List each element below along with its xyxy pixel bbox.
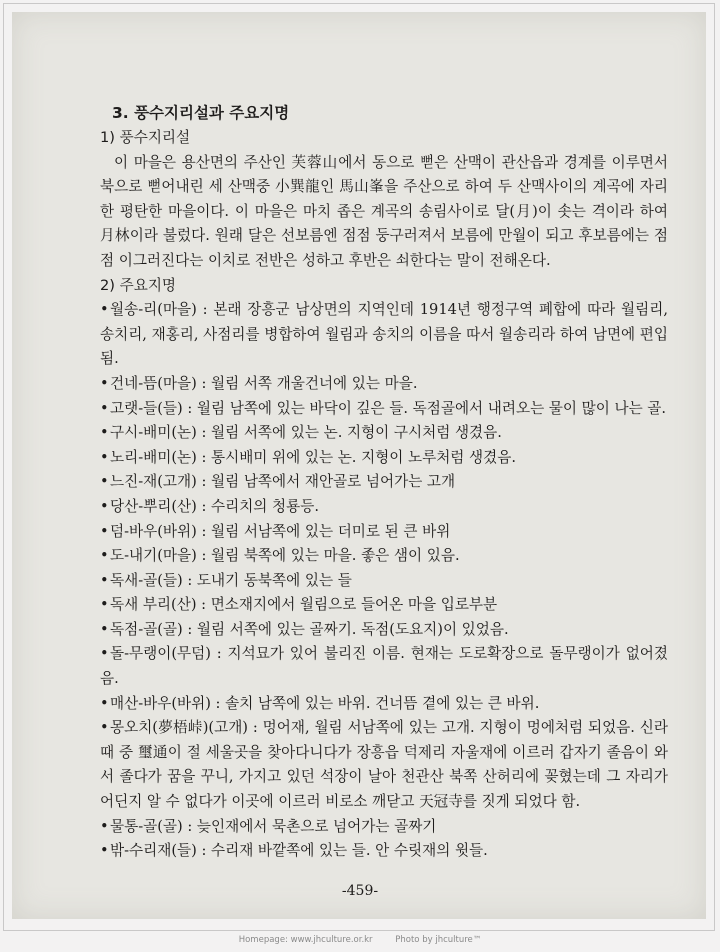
place-name-entry	[100, 692, 668, 717]
entry-text: 독새 부리(산) : 면소재지에서 월림으로 들어온 마을 입로부분	[110, 596, 498, 614]
entry-text: 느진-재(고개) : 월림 남쪽에서 재안골로 넘어가는 고개	[110, 473, 456, 491]
entry-text: 독점-골(골) : 월림 서쪽에 있는 골짜기. 독점(도요지)이 있었음.	[110, 620, 509, 638]
place-name-list	[100, 298, 668, 864]
feng-shui-paragraph: 이 마을은 용산면의 주산인 芙蓉山에서 동으로 뻗은 산맥이 관산읍과 경계를 이루면서 북으로 뻗어내린 세 산맥중 小巽龍인 馬山峯을 주산으로 하여 두 산맥사이의 계곡에 자리한 평탄한 마을이다. 이 마을은 마치 좁은 계곡의 송림사이로 달(月)이 솟는 격이라 하여 月林이라 불렀다. 원래 달은 선보름엔 점점 둥구러져서 보름에 만월이 되고 후보름에는 점점 이그러진다는 이치로 전반은 성하고 후반은 쇠한다는 말이 전해온다.	[100, 153, 668, 269]
bullet-icon: •	[100, 424, 109, 442]
entry-text: 몽오치(夢梧峠)(고개) : 멍어재, 월림 서남쪽에 있는 고개. 지형이 멍에처럼 되었음. 신라때 중 璽通이 절 세울곳을 찾아다니다가 장흥읍 덕제리 자울재에 이르러 갑자기 졸음이 와서 졸다가 꿈을 꾸니, 가지고 있던 석장이 날아 천관산 북쪽 산허리에 꽂혔는데 그 자리가 어딘지 알 수 없다가 이곳에 이르러 비로소 깨닫고 天冠寺를 짓게 되었다 함.	[100, 719, 668, 811]
bullet-icon: •	[100, 448, 109, 466]
bullet-icon: •	[100, 694, 109, 712]
bullet-icon: •	[100, 620, 109, 638]
footer	[0, 935, 720, 945]
place-name-entry	[100, 520, 668, 545]
bullet-icon: •	[100, 374, 109, 392]
footer-photo-credit: Photo by jhculture™	[395, 935, 482, 945]
bullet-icon: •	[100, 645, 109, 663]
entry-text: 건네-뜸(마을) : 월림 서쪽 개울건너에 있는 마을.	[110, 374, 418, 392]
entry-text: 당산-뿌리(산) : 수리치의 청룡등.	[110, 497, 319, 515]
entry-text: 고랫-들(들) : 월림 남쪽에 있는 바닥이 깊은 들. 독점골에서 내려오는 물이 많이 나는 골.	[110, 399, 667, 417]
entry-text: 덤-바우(바위) : 월림 서남쪽에 있는 더미로 된 큰 바위	[110, 522, 451, 540]
place-name-entry	[100, 544, 668, 569]
entry-text: 월송-리(마을) : 본래 장흥군 남상면의 지역인데 1914년 행정구역 폐합에 따라 월림리, 송치리, 재홍리, 사점리를 병합하여 월림과 송치의 이름을 따서 월송리라 하여 남면에 편입됨.	[100, 301, 668, 368]
place-name-entry	[100, 446, 668, 471]
place-name-entry	[100, 618, 668, 643]
entry-text: 노리-배미(논) : 통시배미 위에 있는 논. 지형이 노루처럼 생겼음.	[110, 448, 516, 466]
bullet-icon: •	[100, 399, 109, 417]
bullet-icon: •	[100, 571, 109, 589]
place-name-entry	[100, 372, 668, 397]
entry-text: 매산-바우(바위) : 솔치 남쪽에 있는 바위. 건너뜸 곁에 있는 큰 바위.	[110, 694, 540, 712]
entry-text: 밖-수리재(들) : 수리재 바깥쪽에 있는 들. 안 수릿재의 윗들.	[110, 842, 488, 860]
place-name-entry	[100, 716, 668, 814]
place-name-entry	[100, 421, 668, 446]
bullet-icon: •	[100, 522, 109, 540]
entry-text: 물통-골(골) : 늦인재에서 묵촌으로 넘어가는 골짜기	[110, 817, 437, 835]
entry-text: 돌-무랭이(무덤) : 지석묘가 있어 불리진 이름. 현재는 도로확장으로 돌무랭이가 없어졌음.	[100, 645, 668, 688]
bullet-icon: •	[100, 596, 109, 614]
footer-homepage: Homepage: www.jhculture.or.kr	[238, 935, 373, 945]
section-title: 3. 풍수지리설과 주요지명	[112, 104, 290, 122]
place-name-entry	[100, 593, 668, 618]
entry-text: 구시-배미(논) : 월림 서쪽에 있는 논. 지형이 구시처럼 생겼음.	[110, 424, 502, 442]
bullet-icon: •	[100, 547, 109, 565]
document-body	[100, 100, 668, 864]
bullet-icon: •	[100, 719, 109, 737]
subsection-title-place-names: 2) 주요지명	[100, 276, 177, 294]
subsection-title-feng-shui: 1) 풍수지리설	[100, 129, 191, 146]
entry-text: 도-내기(마을) : 월림 북쪽에 있는 마을. 좋은 샘이 있음.	[110, 547, 460, 565]
place-name-entry	[100, 642, 668, 691]
bullet-icon: •	[100, 497, 109, 515]
place-name-entry	[100, 470, 668, 495]
page-number: -459-	[341, 883, 379, 899]
bullet-icon: •	[100, 842, 109, 860]
place-name-entry	[100, 815, 668, 840]
place-name-entry	[100, 397, 668, 422]
entry-text: 독새-골(들) : 도내기 동북쪽에 있는 들	[110, 571, 352, 589]
bullet-icon: •	[100, 817, 109, 835]
place-name-entry	[100, 569, 668, 594]
place-name-entry	[100, 298, 668, 372]
place-name-entry	[100, 495, 668, 520]
bullet-icon: •	[100, 473, 109, 491]
place-name-entry	[100, 839, 668, 864]
bullet-icon: •	[100, 301, 109, 319]
